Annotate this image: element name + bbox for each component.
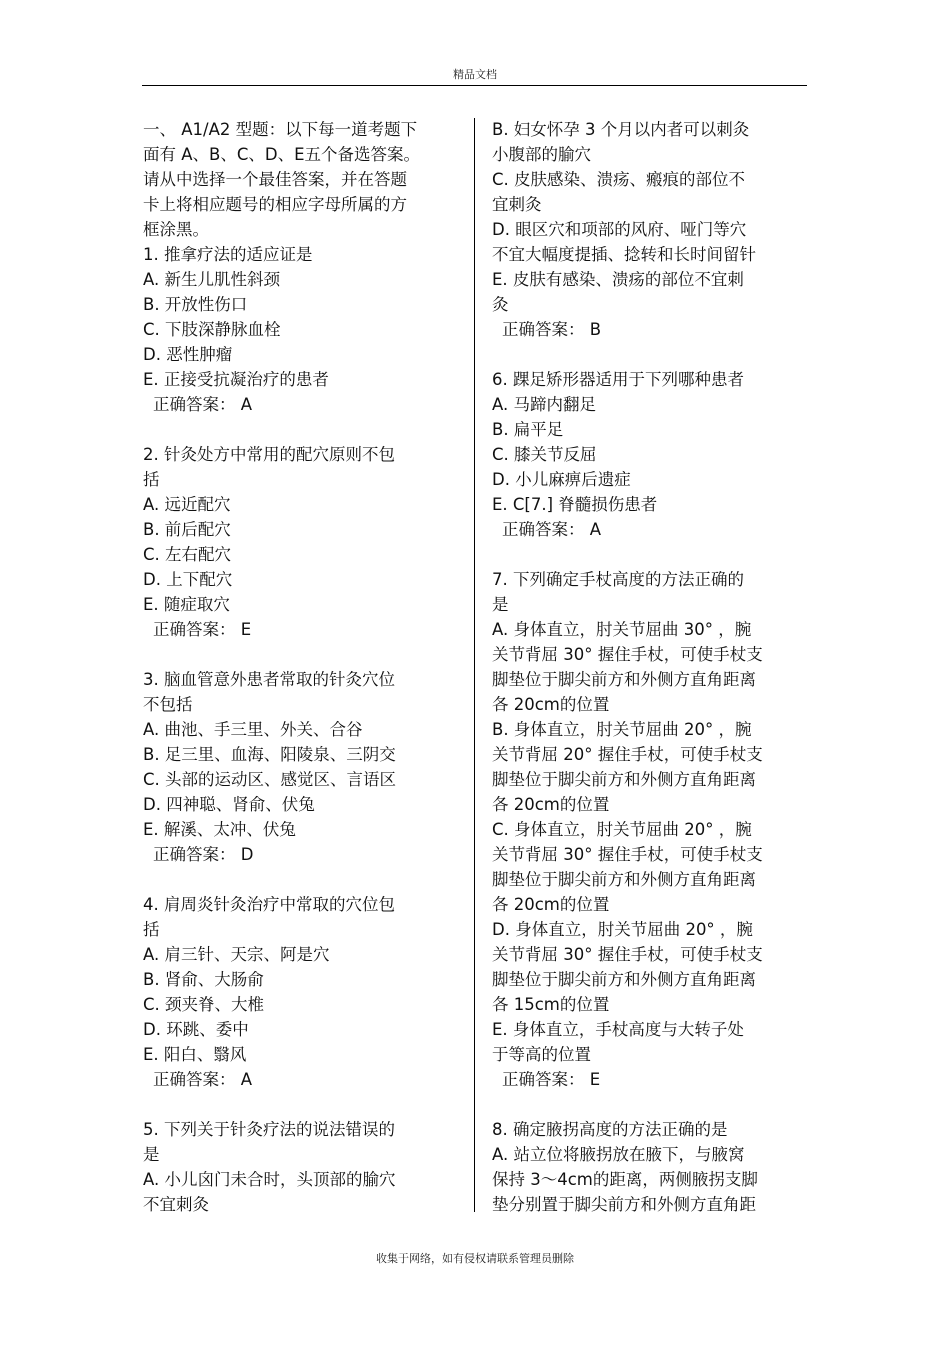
spacer <box>492 1092 802 1117</box>
option: A. 身体直立，肘关节屈曲 30° ，腕 <box>492 620 752 639</box>
answer-4: 正确答案： A <box>153 1070 253 1089</box>
option: E. 解溪、太冲、伏兔 <box>143 820 296 839</box>
spacer <box>143 1092 443 1117</box>
question-2: 2. 针灸处方中常用的配穴原则不包 <box>143 445 395 464</box>
option: C. 膝关节反屈 <box>492 445 597 464</box>
spacer <box>143 417 443 442</box>
text-line: 垫分别置于脚尖前方和外侧方直角距 <box>492 1195 756 1214</box>
question-5: 5. 下列关于针灸疗法的说法错误的 <box>143 1120 395 1139</box>
option: C. 皮肤感染、溃疡、瘢痕的部位不 <box>492 170 746 189</box>
text-line: 关节背屈 20° 握住手杖，可使手杖支 <box>492 745 763 764</box>
text-line: 于等高的位置 <box>492 1045 591 1064</box>
answer-7: 正确答案： E <box>502 1070 601 1089</box>
text-line: 脚垫位于脚尖前方和外侧方直角距离 <box>492 770 756 789</box>
question-7: 7. 下列确定手杖高度的方法正确的 <box>492 570 744 589</box>
option: D. 恶性肿瘤 <box>143 345 233 364</box>
text-line: 关节背屈 30° 握住手杖，可使手杖支 <box>492 645 763 664</box>
option: D. 四神聪、肾俞、伏兔 <box>143 795 315 814</box>
text-line: 灸 <box>492 295 509 314</box>
option: A. 新生儿肌性斜颈 <box>143 270 280 289</box>
option: E. 正接受抗凝治疗的患者 <box>143 370 329 389</box>
option: C. 身体直立，肘关节屈曲 20° ，腕 <box>492 820 752 839</box>
text-line: 不宜刺灸 <box>143 1195 209 1214</box>
question-6: 6. 踝足矫形器适用于下列哪种患者 <box>492 370 744 389</box>
option: A. 马蹄内翻足 <box>492 395 596 414</box>
answer-5: 正确答案： B <box>502 320 602 339</box>
spacer <box>492 342 802 367</box>
text-line: 各 20cm的位置 <box>492 695 610 714</box>
question-3: 3. 脑血管意外患者常取的针灸穴位 <box>143 670 395 689</box>
left-column <box>143 117 443 1217</box>
header-rule <box>142 85 807 86</box>
option: B. 身体直立，肘关节屈曲 20° ，腕 <box>492 720 752 739</box>
option: E. 随症取穴 <box>143 595 230 614</box>
text-line: 括 <box>143 470 160 489</box>
option: B. 妇女怀孕 3 个月以内者可以刺灸 <box>492 120 750 139</box>
text-line: 脚垫位于脚尖前方和外侧方直角距离 <box>492 670 756 689</box>
text-line: 不宜大幅度提插、捻转和长时间留针 <box>492 245 756 264</box>
text-line: 不包括 <box>143 695 193 714</box>
question-8: 8. 确定腋拐高度的方法正确的是 <box>492 1120 728 1139</box>
text-line: 脚垫位于脚尖前方和外侧方直角距离 <box>492 870 756 889</box>
option: B. 扁平足 <box>492 420 564 439</box>
text-line: 一、 A1/A2 型题：以下每一道考题下 <box>143 120 418 139</box>
answer-6: 正确答案： A <box>502 520 602 539</box>
text-line: 关节背屈 30° 握住手杖，可使手杖支 <box>492 945 763 964</box>
text-line: 是 <box>143 1145 160 1164</box>
spacer <box>143 642 443 667</box>
option: C. 左右配穴 <box>143 545 232 564</box>
question-1: 1. 推拿疗法的适应证是 <box>143 245 313 264</box>
option: D. 眼区穴和项部的风府、哑门等穴 <box>492 220 747 239</box>
option: C. 头部的运动区、感觉区、言语区 <box>143 770 397 789</box>
text-line: 框涂黑。 <box>143 220 209 239</box>
page-header: 精品文档 <box>453 68 497 81</box>
option: B. 肾俞、大肠俞 <box>143 970 264 989</box>
option: A. 远近配穴 <box>143 495 231 514</box>
text-line: 是 <box>492 595 509 614</box>
option: B. 开放性伤口 <box>143 295 248 314</box>
answer-1: 正确答案： A <box>153 395 253 414</box>
option: A. 小儿囟门未合时，头顶部的腧穴 <box>143 1170 396 1189</box>
answer-2: 正确答案： E <box>153 620 252 639</box>
text-line: 保持 3～4cm的距离，两侧腋拐支脚 <box>492 1170 758 1189</box>
spacer <box>143 867 443 892</box>
text-line: 各 20cm的位置 <box>492 795 610 814</box>
option: E. C[7.] 脊髓损伤患者 <box>492 495 658 514</box>
text-line: 脚垫位于脚尖前方和外侧方直角距离 <box>492 970 756 989</box>
spacer <box>492 542 802 567</box>
text-line: 各 20cm的位置 <box>492 895 610 914</box>
option: A. 肩三针、天宗、阿是穴 <box>143 945 330 964</box>
text-line: 宜刺灸 <box>492 195 542 214</box>
option: D. 上下配穴 <box>143 570 233 589</box>
option: D. 环跳、委中 <box>143 1020 249 1039</box>
text-line: 关节背屈 30° 握住手杖，可使手杖支 <box>492 845 763 864</box>
text-line: 卡上将相应题号的相应字母所属的方 <box>143 195 407 214</box>
answer-3: 正确答案： D <box>153 845 254 864</box>
option: E. 身体直立，手杖高度与大转子处 <box>492 1020 744 1039</box>
option: D. 小儿麻痹后遗症 <box>492 470 631 489</box>
option: A. 站立位将腋拐放在腋下，与腋窝 <box>492 1145 745 1164</box>
page-footer: 收集于网络，如有侵权请联系管理员删除 <box>376 1252 574 1265</box>
column-divider <box>474 118 475 1212</box>
question-4: 4. 肩周炎针灸治疗中常取的穴位包 <box>143 895 395 914</box>
text-line: 各 15cm的位置 <box>492 995 610 1014</box>
text-line: 括 <box>143 920 160 939</box>
option: E. 阳白、翳风 <box>143 1045 247 1064</box>
option: B. 足三里、血海、阳陵泉、三阴交 <box>143 745 396 764</box>
text-line: 请从中选择一个最佳答案，并在答题 <box>143 170 407 189</box>
option: A. 曲池、手三里、外关、合谷 <box>143 720 363 739</box>
option: B. 前后配穴 <box>143 520 231 539</box>
text-line: 小腹部的腧穴 <box>492 145 591 164</box>
option: E. 皮肤有感染、溃疡的部位不宜刺 <box>492 270 744 289</box>
option: C. 下肢深静脉血栓 <box>143 320 281 339</box>
option: C. 颈夹脊、大椎 <box>143 995 265 1014</box>
option: D. 身体直立，肘关节屈曲 20° ，腕 <box>492 920 753 939</box>
right-column <box>492 117 802 1217</box>
text-line: 面有 A、B、C、D、E五个备选答案。 <box>143 145 421 164</box>
